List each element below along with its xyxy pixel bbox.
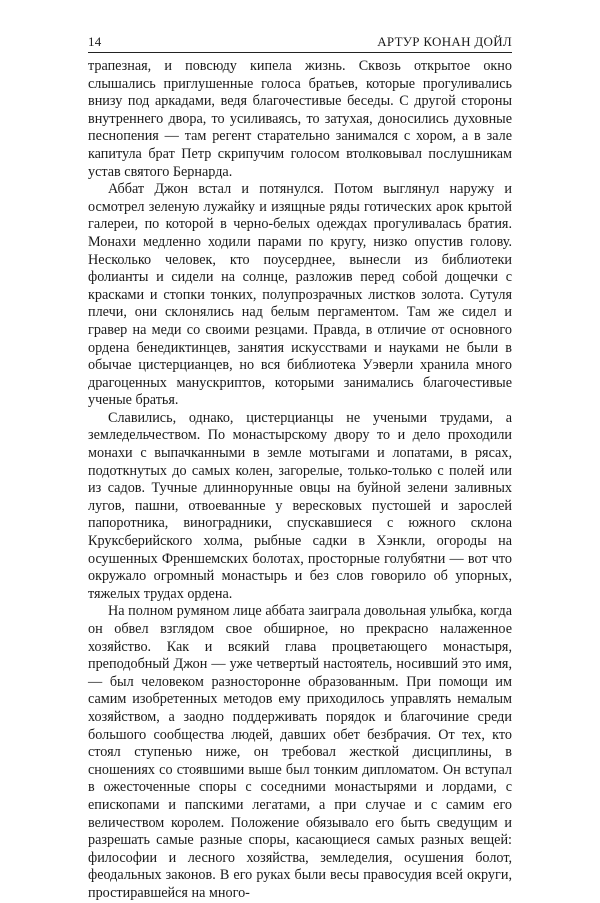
running-header bbox=[88, 34, 512, 52]
paragraph: Славились, однако, цистерцианцы не учеными трудами, а земледельчеством. По монастырскому двору то и дело проходили монахи с выпачканными в земле мотыгами и лопатами, в рясах, подоткнутых до самых колен, загорелые, только-только с полей или из садов. Тучные длиннорунные овцы на буйной зелени заливных лугов, пашни, отвоеванные у вересковых пустошей и зарослей папоротника, виноградники, спускавшиеся с южного склона Круксберийского холма, рыбные садки в Хэнкли, огороды на осушенных Френшемских болотах, просторные голубятни — вот что окружало огромный монастырь и без слов говорило об упорных, тяжелых трудах ордена. bbox=[88, 409, 512, 602]
text-body bbox=[88, 58, 512, 903]
page-number: 14 bbox=[88, 34, 102, 49]
paragraph-continued: трапезная, и повсюду кипела жизнь. Сквозь открытое окно слышались приглушенные голоса братьев, которые прогуливались внизу под аркадами, ведя благочестивые беседы. С другой стороны внутреннего двора, то усиливаясь, то затухая, доносились духовные песнопения — там регент старательно занимался с хором, а в зале капитула брат Петр скрипучим голосом втолковывал послушникам устав святого Бернарда. bbox=[88, 58, 512, 180]
running-head-author: АРТУР КОНАН ДОЙЛ bbox=[377, 34, 512, 49]
paragraph: На полном румяном лице аббата заиграла довольная улыбка, когда он обвел взглядом свое обширное, но прекрасно налаженное хозяйство. Как и всякий глава процветающего монастыря, преподобный Джон — уже четвертый настоятель, носивший это имя, — был человеком разносторонне образованным. При помощи им самим изобретенных методов ему приходилось управлять немалым хозяйством, а заодно поддерживать порядок и благочиние среди большого сообщества людей, давших обет безбрачия. От тех, кто стоял ступенью ниже, он требовал жесткой дисциплины, в сношениях со стоявшими выше был тонким дипломатом. Он вступал в ожесточенные споры с соседними монастырями и лордами, с епископами и папскими легатами, а при случае и с самим его величеством королем. Положение обязывало его быть сведущим и разрешать самые разные споры, касающиеся самых разных вещей: философии и лесного хозяйства, земледелия, осушения болот, феодальных законов. В его руках были весы правосудия всей округи, простиравшейся на много- bbox=[88, 603, 512, 901]
paragraph: Аббат Джон встал и потянулся. Потом выглянул наружу и осмотрел зеленую лужайку и изящные ряды готических арок крытой галереи, по которой в черно-белых одеждах прогуливалась братия. Монахи медленно ходили парами по кругу, низко опустив голову. Несколько человек, кто поусерднее, вынесли из библиотеки фолианты и сидели на солнце, разложив перед собой дощечки с красками и стопки тонких, полупрозрачных листков золота. Сутуля плечи, они склонялись над белым пергаментом. Там же сидел и гравер на меди со своими резцами. Правда, в отличие от основного ордена бенедиктинцев, занятия искусствами и науками не были в обычае цистерцианцев, но вся библиотека Уэверли хранила много драгоценных манускриптов, которыми занимались благочестивые ученые братья. bbox=[88, 181, 512, 409]
header-rule bbox=[88, 52, 512, 53]
